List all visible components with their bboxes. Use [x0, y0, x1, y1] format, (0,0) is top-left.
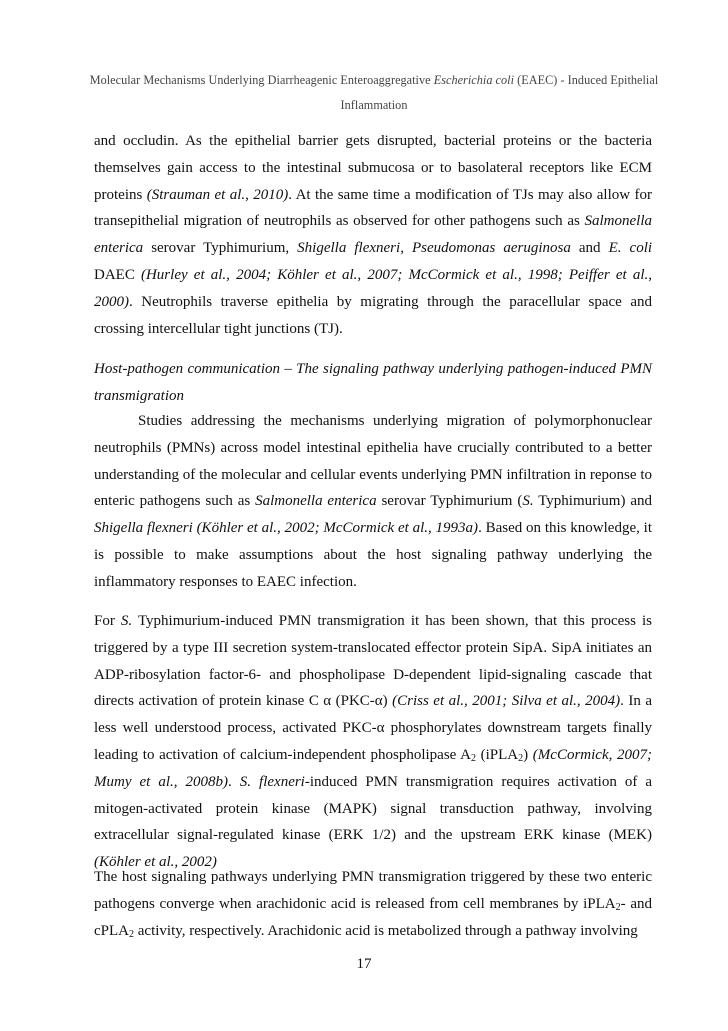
subscript: 2	[615, 901, 621, 913]
paragraph-tight-junctions: and occludin. As the epithelial barrier gets disrupted, bacterial proteins or the bacteria themselves gain access to the intestinal submucosa or to basolateral receptors like ECM proteins (Strauman et al., 2010). At the same time a modification of TJs may also allow for transepithelial migration of neutrophils as observed for other pathogens such as Salmonella enterica serovar Typhimurium, Shigella flexneri, Pseudomonas aeruginosa and E. coli DAEC (Hurley et al., 2004; Köhler et al., 2007; McCormick et al., 1998; Peiffer et al., 2000). Neutrophils traverse epithelia by migrating through the paracellular space and crossing intercellular tight junctions (TJ).	[94, 133, 653, 337]
citation: (Criss et al., 2001; Silva et al., 2004)	[392, 693, 621, 710]
subscript: 2	[518, 752, 524, 764]
header-species-name: Escherichia coli	[433, 73, 515, 87]
species-name: Shigella flexneri	[297, 240, 401, 257]
paragraph-pmn-studies: Studies addressing the mechanisms underlying migration of polymorphonuclear neutrophils (PMNs) across model intestinal epithelia have crucially contributed to a better understanding of the molecular and cellular events underlying PMN infiltration in reponse to enteric pathogens such as Salmonella enterica serovar Typhimurium (S. Typhimurium) and Shigella flexneri (Köhler et al., 2002; McCormick et al., 1993a). Based on this knowledge, it is possible to make assumptions about the host signaling pathway underlying the inflammatory responses to EAEC infection.	[94, 413, 652, 590]
running-header-line-1: Molecular Mechanisms Underlying Diarrheagenic Enteroaggregative Escherichia coli (EAEC) - Induced Epithelial	[89, 73, 659, 87]
citation: (Hurley et al., 2004; Köhler et al., 2007; McCormick et al., 1998; Peiffer et al., 2000)	[94, 266, 652, 310]
species-name: S. flexneri	[239, 773, 305, 790]
species-name: E. coli	[608, 240, 653, 257]
citation: (McCormick, 2007; Mumy et al., 2008b)	[94, 746, 652, 790]
running-header	[80, 68, 668, 118]
species-name: Pseudomonas aeruginosa	[411, 240, 571, 257]
citation: (Köhler et al., 2002)	[94, 854, 217, 871]
species-name: Salmonella enterica	[255, 493, 377, 510]
paragraph-typhimurium-pathway: For S. Typhimurium-induced PMN transmigration it has been shown, that this process is triggered by a type III secretion system-translocated effector protein SipA. SipA initiates an ADP-ribosylation factor-6- and phospholipase D-dependent lipid-signaling cascade that directs activation of protein kinase C α (PKC-α) (Criss et al., 2001; Silva et al., 2004). In a less well understood process, activated PKC-α phosphorylates downstream targets finally leading to activation of calcium-independent phospholipase $A_2$ (iPLA$_2$) (McCormick, 2007; Mumy et al., 2008b). S. flexneri-induced PMN transmigration requires activation of a mitogen-activated protein kinase (MAPK) signal transduction pathway, involving extracellular signal-regulated kinase (ERK 1/2) and the upstream ERK kinase (MEK) (Köhler et al., 2002)	[94, 613, 653, 871]
citation: (Köhler et al., 2002; McCormick et al., 1993a)	[196, 520, 479, 537]
running-header-line-2: Inflammation	[340, 98, 408, 112]
citation: (Strauman et al., 2010)	[146, 186, 289, 203]
page-number: 17	[356, 956, 372, 972]
subscript: 2	[129, 928, 134, 940]
species-name: S.	[120, 613, 133, 629]
paragraph-converging-pathways: The host signaling pathways underlying PMN transmigration triggered by these two enteric pathogens converge when arachidonic acid is released from cell membranes by iPLA$_2$- and cPLA$_2$ activity, respectively. Arachidonic acid is metabolized through a pathway involving	[94, 869, 652, 940]
subscript: 2	[470, 752, 476, 764]
species-name: Salmonella enterica	[94, 213, 652, 257]
section-heading: Host-pathogen communication – The signaling pathway underlying pathogen-induced PMN transmigration	[94, 361, 652, 404]
species-name: Shigella flexneri	[94, 520, 193, 537]
species-name: S.	[522, 493, 534, 510]
